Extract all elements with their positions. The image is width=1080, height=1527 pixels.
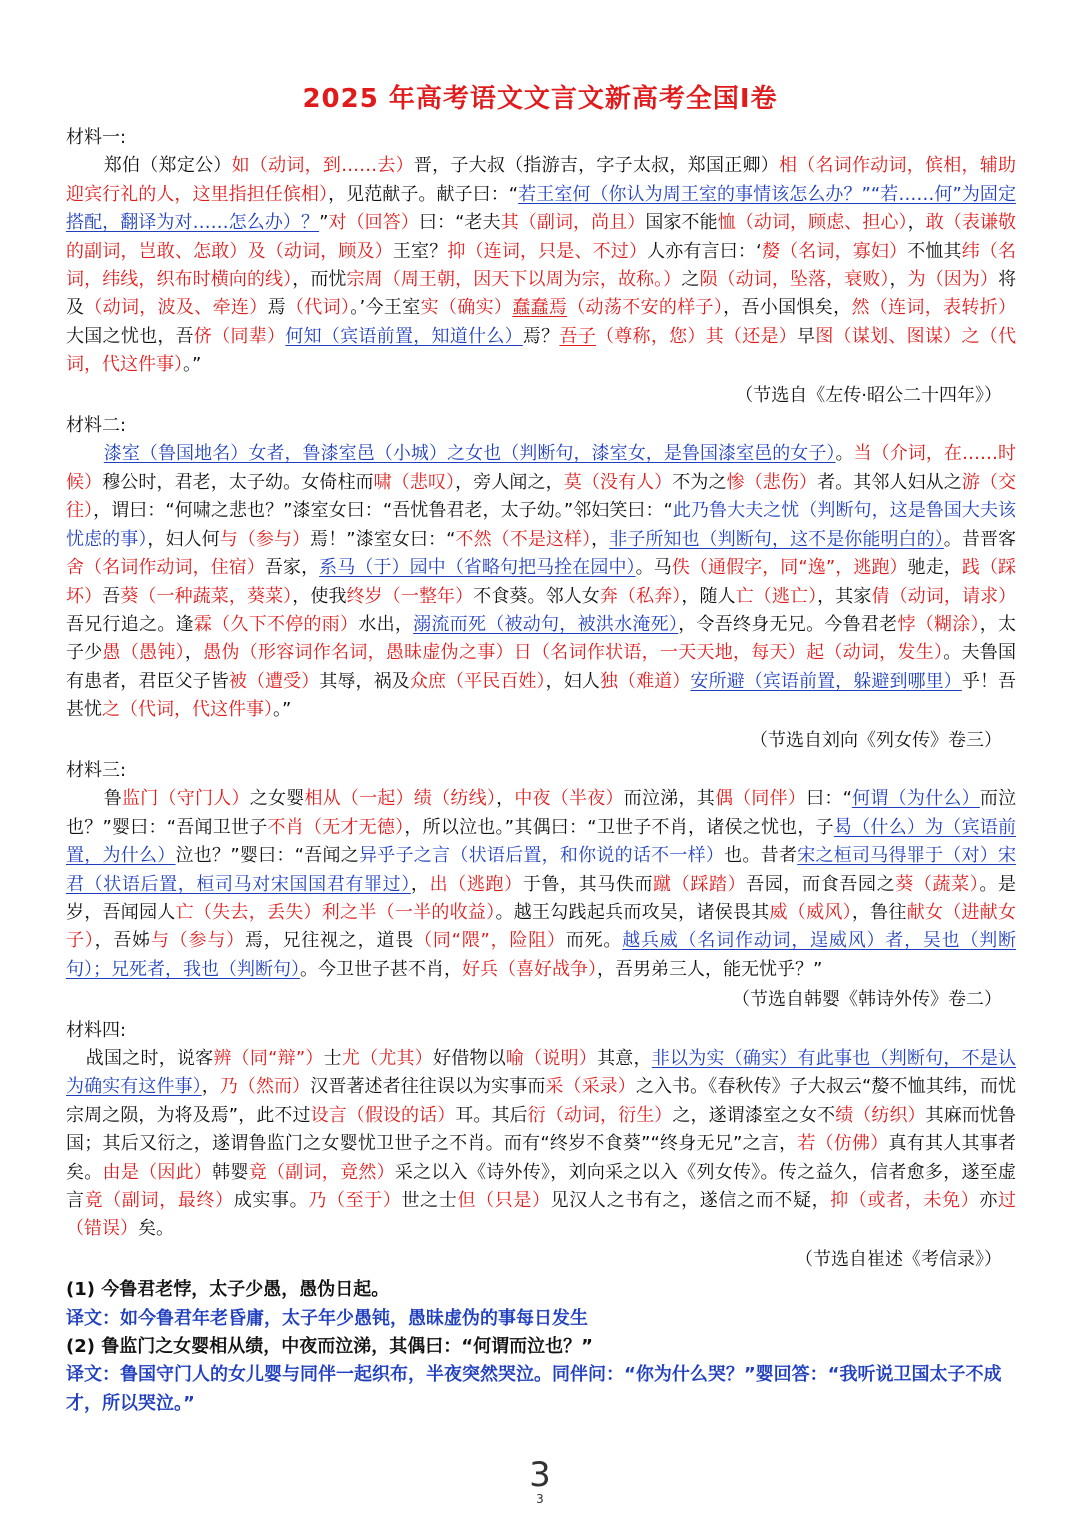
annotation-red: 吾子 [559,325,596,347]
annotation-red: 尤（尤其） [341,1048,434,1069]
annotation-red: 中夜（半夜） [514,788,624,810]
text-segment: 吾园，而食吾园之 [746,873,896,895]
text-segment: 好借物以 [433,1048,506,1069]
annotation-red: 抑（连词，只是、不过） [447,240,648,262]
text-segment: ，随人 [681,585,736,607]
material-label: 材料一: [66,127,127,148]
annotation-red: 葵（蔬菜） [895,873,980,895]
annotation-red: 出（逃跑） [429,873,523,895]
text-segment: ， [410,873,430,895]
annotation-red: 绩（纺线） [413,788,497,810]
text-segment: 。夫鲁国有患者，君臣父子皆 [66,642,1017,692]
annotation-red: 不肖（无才无德） [267,816,405,838]
text-segment: 。’今王室 [350,297,421,319]
text-segment: 泣也？”婴曰：“吾闻之 [175,845,360,867]
text-segment: 之女婴 [249,788,305,810]
material-source: （节选自刘向《列女传》卷三） [750,729,1002,751]
annotation-red: （动荡不安的样子） [567,297,724,319]
question-2: (2) 鲁监门之女婴相从绩，中夜而泣涕，其偶曰：“何谓而泣也？” [66,1336,593,1358]
annotation-red: 敢（表谦敬的副词，岂敢、怎敢） [66,212,1017,262]
annotation-red: 喻（说明） [505,1048,598,1069]
text-segment: 战国之时，说客 [85,1048,214,1069]
text-segment: ，太子少 [66,613,1017,664]
annotation-red: 由是（因此） [102,1161,213,1183]
text-segment: 矣。 [138,1218,174,1240]
annotation-blue: 若王室何（你认为周王室的事情该怎么办？”“若……何”为固定搭配，翻译为对……怎么办）？ [66,183,1016,234]
text-segment: 将及 [66,269,1017,319]
annotation-red: 游（交往） [66,471,1017,522]
annotation-red: 悖（糊涂） [897,613,980,635]
annotation-red: 好兵（喜好战争） [462,958,597,980]
text-segment: 真有其人其事者矣。 [66,1133,1017,1183]
text-segment: 见汉人之书有之，遂信之而不疑， [550,1190,831,1212]
text-segment: 其麻而忧鲁国；其后又衍之，遂谓鲁监门之女婴忧卫世子之不肖。而有“终岁不食葵”“终身无兄”之言， [66,1104,1017,1155]
annotation-red: 起（动词，发生） [806,642,944,664]
text-segment: 而死。 [565,930,623,952]
text-segment: 。昔晋客 [943,528,1017,550]
annotation-red: 过（错误） [66,1190,1017,1240]
annotation-red: 为（因为） [907,269,999,291]
annotation-blue: 非以为实（确实）有此事也（判断句，不是认为确实有这件事） [66,1048,1017,1098]
page-number-small: 3 [536,1492,544,1506]
annotation-red: 嫠（名词，寡妇） [761,240,908,262]
text-segment: ，谓曰：“何啸之悲也？”漆室女曰：“吾忧鲁君老，太子幼。”邻妇笑曰：“ [93,500,673,522]
annotation-red: 亡（逃亡） [735,585,818,607]
text-segment: 汉晋著述者往往误以为实事而 [310,1076,546,1098]
annotation-red: 若（仿佛） [797,1133,889,1155]
text-segment: 曰：“老夫 [418,212,501,234]
annotation-red: 舍（名词作动词，住宿） [66,557,265,579]
annotation-red: 图（谋划、图谋） [815,325,962,347]
annotation-red: 相（名词作动词，傧相，辅助迎宾行礼的人，这里指担任傧相） [66,155,1017,205]
text-segment: 乎！吾甚忧 [66,670,1017,721]
material-2 [66,412,1016,755]
text-segment: ， [184,642,204,664]
annotation-red: 监门（守门人） [122,788,250,810]
annotation-red: 奔（私奔） [599,585,682,607]
annotation-red: 献女（进献女子） [66,901,1017,952]
text-segment: 不为之 [672,471,727,493]
annotation-red: 日（名词作状语，一天天地，每天） [513,642,807,664]
text-segment: 焉，兄往视之，道畏 [244,930,415,952]
annotation-red: 亡（失去，丢失） [175,901,322,923]
text-segment: 世之士 [401,1190,458,1212]
annotation-red: 与（参与） [150,930,245,952]
material-label: 材料三: [66,759,127,781]
text-segment: 焉？ [522,325,560,347]
text-segment: ，吾男弟三人，能无忧乎？” [597,958,823,980]
text-segment: 晋，子大叔（指游吉，字子太叔，郑国正卿） [413,155,779,177]
text-segment: 王室？ [392,240,448,262]
page-number: 3 [529,1455,551,1495]
text-segment: 采之以入《诗外传》，刘向采之以入《列女传》。传之益久，信者愈多，遂至虚言 [66,1161,1017,1212]
annotation-red: 愚伪（形容词作名词，愚昧虚伪之事） [203,642,514,664]
annotation-red: 然（连词，表转折） [851,297,1017,319]
annotation-red: 当（介词，在……时候） [66,443,1017,493]
text-segment: ， [496,788,515,810]
text-segment: 吾兄行追之。逢 [66,613,194,635]
text-segment: 。越王勾践起兵而攻吴，诸侯畏其 [495,901,770,923]
text-segment: 。” [183,354,202,376]
annotation-red: 绩（纺织） [835,1104,926,1126]
annotation-red: 纬（名词，纬线，织布时横向的线） [66,240,1017,291]
annotation-blue: 非子所知也（判断句，这不是你能明白的） [609,528,944,550]
material-text [66,1045,1016,1244]
annotation-red: 侪（同辈） [193,325,286,347]
annotation-red: 如（动词，到……去） [231,155,414,177]
text-segment: 人亦有言曰：‘ [647,240,762,262]
material-4 [66,1017,1016,1275]
text-segment: ， [201,1076,220,1098]
annotation-blue: 越兵威（名词作动词，逞威风）者，吴也（判断句）；兄死者，我也（判断句） [66,930,1017,980]
annotation-red: 践（踩坏） [66,557,1017,607]
annotation-blue: 漆室（鲁国地名）女者，鲁漆室邑（小城）之女也（判断句，漆室女，是鲁国漆室邑的女子） [103,443,836,465]
text-segment: 之，遂谓漆室之女不 [672,1104,836,1126]
text-segment: ， [591,528,610,550]
text-segment: ，令吾终身无兄。今鲁君老 [678,613,898,635]
text-segment: 韩婴 [212,1161,249,1183]
text-segment: ，吾小国惧矣， [723,297,852,319]
text-segment: 也。昔者 [724,845,798,867]
annotation-blue: 曷（什么）为（宾语前置，为什么） [66,816,1017,867]
answer-2: 译文：鲁国守门人的女儿婴与同伴一起织布，半夜突然哭泣。同伴问：“你为什么哭？”婴回答：“我听说卫国太子不成才，所以哭泣。” [66,1364,1002,1414]
question-1: (1) 今鲁君老悖，太子少愚，愚伪日起。 [66,1279,390,1301]
annotation-red: 蹴（踩踏） [653,873,747,895]
annotation-red: 佚（通假字，同“逸”，逃跑） [671,557,908,579]
annotation-red: 抑（或者，未免） [830,1190,980,1212]
annotation-red: 陨（动词，坠落，衰败） [699,269,890,291]
text-segment: ，而忧 [292,269,347,291]
text-segment: ，使我 [292,585,347,607]
text-segment: ，所以泣也。”其偶曰：“卫世子不肖，诸侯之忧也，子 [404,816,834,838]
material-label: 材料二: [66,415,127,437]
annotation-red: 威（威风） [769,901,852,923]
annotation-red: 利之半（一半的收益） [321,901,496,923]
material-text [66,440,1016,724]
annotation-red: 霖（久下不停的雨） [193,613,359,635]
text-segment: 于鲁，其马佚而 [522,873,654,895]
text-segment: 穆公时，君老，太子幼。女倚柱而 [102,471,374,493]
text-segment: 之 [681,269,700,291]
annotation-blue: 宋之桓司马得罪于（对）宋君（状语后置，桓司马对宋国国君有罪过） [66,845,1017,895]
text-segment: ，鲁往 [851,901,907,923]
material-1 [66,124,1016,410]
annotation-red: 偶（同伴） [714,788,807,810]
text-segment: 。” [273,699,292,721]
annotation-red: 啸（悲叹） [373,471,456,493]
text-segment: 不恤其 [907,240,962,262]
material-source: （节选自崔述《考信录》） [795,1248,1002,1270]
material-source: （节选自韩婴《韩诗外传》卷二） [732,989,1002,1011]
text-segment: 。马 [635,557,672,579]
translation-questions [66,1276,1016,1418]
annotation-red: 乃（然而） [219,1076,311,1098]
annotation-red: 之（代词，代这件事） [66,325,1017,376]
material-text [66,785,1016,984]
annotation-red: 与（参与） [219,528,311,550]
annotation-red: （尊称，您） [596,325,706,347]
annotation-blue: 安所避（宾语前置，躲避到哪里） [690,670,962,692]
text-segment: 其辱，祸及 [319,670,410,692]
text-segment: ，妇人 [545,670,600,692]
document-body [66,124,1016,1418]
annotation-red: 众庶（平民百姓） [409,670,546,692]
text-segment: 者。其邻人妇从之 [817,471,962,493]
text-segment: 国家不能 [645,212,718,234]
material-text [66,152,1016,379]
text-segment: 。 [835,443,854,465]
text-segment: 鲁 [103,788,123,810]
material-label: 材料四: [66,1019,127,1041]
annotation-red: 设言（假设的话） [310,1104,456,1126]
annotation-red: 恤（动词，顾虑、担心） [717,212,908,234]
annotation-red: 不然（不是这样） [455,528,592,550]
text-segment: ， [889,269,908,291]
text-segment: 不食葵。邻人女 [473,585,600,607]
annotation-blue: 何知（宾语前置，知道什么） [285,325,523,347]
annotation-red: 衍（动词，衍生） [527,1104,673,1126]
text-segment: 耳。其后 [455,1104,528,1126]
annotation-red: 宗周（周王朝，因天下以周为宗，故称。） [346,269,682,291]
text-segment: ，旁人闻之， [455,471,564,493]
annotation-red: 被（遭受） [228,670,320,692]
text-segment: 亦 [979,1190,999,1212]
text-segment: 吾 [102,585,121,607]
text-segment: 。是岁，吾闻园人 [66,873,1017,923]
page-title: 2025 年高考语文文言文新高考全国I卷 [302,84,778,114]
text-segment: 曰：“ [806,788,852,810]
annotation-blue: 系马（于）园中（省略句把马拴在园中） [319,557,636,579]
text-segment: ，妇人何 [147,528,220,550]
annotation-red: （同“隈”，险阻） [414,930,566,952]
annotation-red: 之（代词，代这件事） [102,699,273,721]
text-segment: 大国之忧也，吾 [66,325,194,347]
annotation-red: 葵（一种蔬菜，葵菜） [120,585,293,607]
text-segment: 驰走， [907,557,962,579]
annotation-red: 但（只是） [457,1190,551,1212]
text-segment: ，见范献子。献子曰：“ [328,183,519,205]
annotation-red: 乃（至于） [308,1190,402,1212]
annotation-blue: 溺流而死（被动句，被洪水淹死） [413,613,679,635]
annotation-red: 惨（悲伤） [726,471,818,493]
text-segment: 焉 [267,297,286,319]
material-3 [66,757,1016,1015]
annotation-red: 及（动词，顾及） [247,240,393,262]
text-segment: 士 [323,1048,342,1069]
annotation-red: 采（采录） [545,1076,636,1098]
annotation-red: 莫（没有人） [563,471,673,493]
annotation-red: 辨（同“辩”） [213,1048,324,1069]
text-segment: 而泣涕，其 [623,788,715,810]
text-segment: 焉！”漆室女曰：“ [310,528,456,550]
text-segment: ” [319,212,329,234]
annotation-blue: 异乎子之言（状语后置，和你说的话不一样） [359,845,725,867]
annotation-blue: 何谓（为什么） [851,788,980,810]
text-segment: ，其家 [817,585,872,607]
text-segment: 之入书。《春秋传》子大叔云“嫠不恤其纬，而忧宗周之陨，为将及焉”，此不过 [66,1076,1017,1126]
annotation-red: 愚（愚钝） [102,642,185,664]
answer-1: 译文：如今鲁君年老昏庸，太子年少愚钝，愚昧虚伪的事每日发生 [66,1307,588,1329]
text-segment: 郑伯（郑定公） [103,155,232,177]
text-segment: 。今卫世子甚不肖， [300,958,462,980]
text-segment: 吾家， [264,557,320,579]
annotation-red: 实（确实） [420,297,513,319]
annotation-red: 终岁（一整年） [346,585,474,607]
annotation-red: 其（副词，尚且） [500,212,646,234]
text-segment: 而泣也？”婴曰：“吾闻卫世子 [66,788,1017,838]
material-source: （节选自《左传·昭公二十四年》） [735,384,1002,406]
text-segment: 其意， [597,1048,652,1069]
annotation-red: 竟（副词，竟然） [248,1161,395,1183]
annotation-red: 对（回答） [328,212,419,234]
text-segment: 水出， [358,613,414,635]
annotation-red: 其（还是） [705,325,798,347]
annotation-red: （代词） [285,297,351,319]
text-segment: ，吾姊 [94,930,151,952]
annotation-red: 独（难道） [599,670,691,692]
text-segment: ， [907,212,926,234]
annotation-red: 倩（动词，请求） [871,585,1017,607]
annotation-red: 竟（副词，最终） [84,1190,234,1212]
annotation-red: 蠢蠢焉 [512,297,568,319]
annotation-red: （动词，波及、牵连） [84,297,268,319]
annotation-red: 相从（一起） [304,788,414,810]
annotation-blue: 此乃鲁大夫之忧（判断句，这是鲁国大夫该忧虑的事） [66,500,1017,550]
text-segment: 早 [797,325,816,347]
text-segment: 成实事。 [233,1190,309,1212]
